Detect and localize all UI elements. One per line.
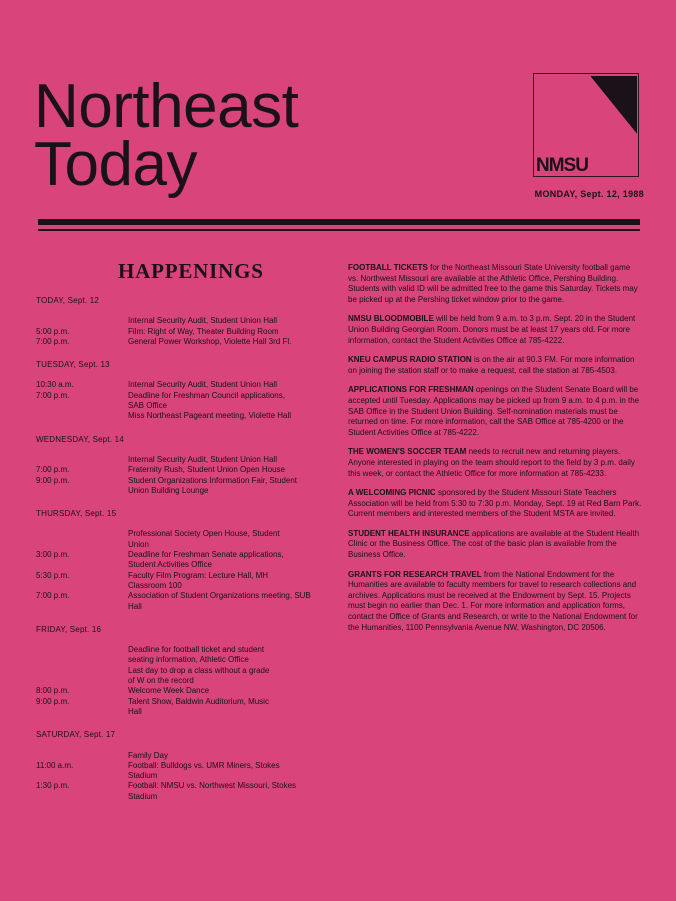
logo-wordmark: NMSU [536,155,588,176]
event-description: SAB Office [128,401,167,411]
event-row [36,686,336,696]
event-time: 5:30 p.m. [36,570,70,580]
day-heading: SATURDAY, Sept. 17 [36,730,116,740]
event-row [36,761,336,771]
announcement [348,263,642,305]
announcement [348,529,642,561]
day-block [36,360,336,421]
event-time [36,411,128,421]
event-description: Last day to drop a class without a grade [128,665,270,675]
event-time [36,560,128,570]
event-time [36,581,128,591]
event-description: Deadline for Freshman Council applications, [128,390,285,400]
event-row [36,327,336,337]
day-heading: FRIDAY, Sept. 16 [36,624,102,634]
event-description: Classroom 100 [128,580,182,590]
event-row [36,550,336,560]
event-time: 7:00 p.m. [36,336,70,346]
event-time: 7:00 p.m. [36,465,70,475]
event-time: 9:00 p.m. [36,475,70,485]
event-description: Football: NMSU vs. Northwest Missouri, Stokes [128,781,297,791]
event-time [36,540,128,550]
event-time [36,666,128,676]
event-time: 11:00 a.m. [36,760,74,770]
announcement [348,355,642,376]
event-time [36,455,128,465]
event-description: Stadium [128,771,158,781]
announcement-body: openings on the Student Senate Board will be accepted until Tuesday. Applications may be picked up from 9 a.m. to 4 p.m. in the SAB Office in the Student Union Building. Self-nomination materials must be returned on time. For more information, call the SAB Office at 785-4200 or the Student Activities Office at 785-4222. [348,385,640,437]
event-row [36,401,336,411]
event-time: 7:00 p.m. [36,591,70,601]
event-description: Film: Right of Way, Theater Building Room [128,326,279,336]
day-heading: THURSDAY, Sept. 15 [36,509,117,519]
day-block [36,730,336,802]
event-row [36,391,336,401]
event-description: Miss Northeast Pageant meeting, Violette Hall [128,411,292,421]
event-description: Welcome Week Dance [128,686,210,696]
event-row [36,676,336,686]
event-description: Internal Security Audit, Student Union Hall [128,316,277,326]
announcement-heading: FOOTBALL TICKETS [348,263,428,272]
announcement [348,447,642,479]
event-time [36,676,128,686]
event-row [36,337,336,347]
day-block [36,296,336,347]
event-row [36,645,336,655]
event-time: 3:00 p.m. [36,550,70,560]
event-row [36,581,336,591]
day-block [36,509,336,612]
event-row [36,540,336,550]
event-row [36,529,336,539]
section-title: HAPPENINGS [118,259,264,283]
event-row [36,707,336,717]
event-time: 8:00 p.m. [36,686,70,696]
event-row [36,476,336,486]
announcement-heading: KNEU CAMPUS RADIO STATION [348,355,472,365]
event-time [36,602,128,612]
announcement-body: will be held from 9 a.m. to 3 p.m. Sept. 20 in the Student Union Building Georgian Room. Donors must be at least 17 years old. For more information, contact the Student Activities Office at 785-4222. [348,314,636,345]
masthead-title-line2: Today [34,130,197,199]
day-block [36,435,336,496]
event-description: Hall [128,706,142,716]
event-description: Student Activities Office [128,560,212,570]
event-row [36,560,336,570]
event-time [36,401,128,411]
event-row [36,771,336,781]
event-description: Deadline for football ticket and student [128,645,265,655]
event-row [36,751,336,761]
event-row [36,666,336,676]
event-description: Internal Security Audit, Student Union Hall [128,454,277,464]
announcement-heading: STUDENT HEALTH INSURANCE [348,528,470,538]
announcement-body: from the National Endowment for the Humanities are available to faculty members for travel to research collections and archives. Applications must be received at the Endowment by Sept. 15. Projects must begin no earlier than Dec. 1. For more information and application forms, contact the Office of Grants and Research, or write to the National Endowment for the Humanities, 1100 Pennsylvania Avenue NW, Washington, DC 20506. [348,569,638,632]
announcement-body: applications are available at the Student Health Clinic or the Business Office. The cost of the basic plan is available from the Business Office. [348,528,640,560]
event-time [36,771,128,781]
event-time: 5:00 p.m. [36,326,70,336]
event-row [36,380,336,390]
event-row [36,655,336,665]
event-description: Union Building Lounge [128,485,209,495]
announcement-body: for the Northeast Missouri State University football game vs. Northwest Missouri are available at the Athletic Office, Pershing Building. Students with valid ID will be admitted free to the game this Saturday. Tickets may be picked up at the Pershing ticket window prior to the game. [348,263,638,304]
event-time: 9:00 p.m. [36,696,70,706]
event-time [36,529,128,539]
event-time [36,751,128,761]
masthead-title-line1: Northeast [34,72,299,141]
event-description: Association of Student Organizations meeting, SUB [128,591,311,601]
event-description: Stadium [128,791,158,801]
event-time [36,655,128,665]
event-row [36,571,336,581]
event-description: Football: Bulldogs vs. UMR Miners, Stokes [128,760,280,770]
event-row [36,411,336,421]
event-row [36,697,336,707]
masthead-rule-thick [38,219,640,225]
day-heading: TUESDAY, Sept. 13 [36,360,110,370]
announcement-heading: APPLICATIONS FOR FRESHMAN [348,385,474,395]
event-row [36,792,336,802]
event-description: of W on the record [128,676,194,686]
event-description: General Power Workshop, Violette Hall 3rd Fl. [128,336,292,346]
event-time: 1:30 p.m. [36,781,70,791]
event-description: Internal Security Audit, Student Union Hall [128,380,277,390]
event-row [36,781,336,791]
event-row [36,591,336,601]
event-description: seating information, Athletic Office [128,655,249,665]
masthead-rule-thin [38,229,640,231]
announcement-heading: NMSU BLOODMOBILE [348,314,434,324]
event-time [36,707,128,717]
event-description: Faculty Film Program: Lecture Hall, MH [128,570,269,580]
events-calendar [36,296,336,815]
day-heading: TODAY, Sept. 12 [36,296,100,305]
event-description: Family Day [128,750,169,760]
event-description: Union [128,539,149,549]
announcement [348,385,642,438]
announcement-body: needs to recruit new and returning players. Anyone interested in playing on the team should report to the field by 3 p.m. daily this week, or contact the Athletic Office for more information at 785-4233. [348,447,635,478]
event-time [36,645,128,655]
event-description: Talent Show, Baldwin Auditorium, Music [128,696,269,706]
nmsu-logo [533,73,639,177]
event-description: Student Organizations Information Fair, Student [128,475,297,485]
announcement-body: sponsored by the Student Missouri State Teachers Association will be held from 5:30 to 7:30 p.m. Monday, Sept. 19 at Red Barn Park. Current members and interested members of the Student MSTA are invited. [348,488,642,519]
announcement-heading: GRANTS FOR RESEARCH TRAVEL [348,569,482,579]
event-description: Hall [128,601,142,611]
day-heading: WEDNESDAY, Sept. 14 [36,434,124,444]
announcement [348,314,642,346]
event-time [36,792,128,802]
announcement [348,488,642,520]
event-row [36,602,336,612]
issue-date: MONDAY, Sept. 12, 1988 [534,189,644,199]
announcement [348,570,642,634]
event-row [36,316,336,326]
event-description: Professional Society Open House, Student [128,529,280,539]
announcement-heading: A WELCOMING PICNIC [348,488,436,498]
event-time [36,316,128,326]
event-row [36,465,336,475]
masthead-title [34,72,299,199]
announcement-body: is on the air at 90.3 FM. For more information on joining the station staff or to make a request, call the station at 785-4503. [348,355,635,375]
announcements-column [348,263,642,642]
event-description: Deadline for Freshman Senate applications, [128,550,284,560]
event-row [36,486,336,496]
announcement-heading: THE WOMEN'S SOCCER TEAM [348,447,467,457]
event-row [36,455,336,465]
event-time: 7:00 p.m. [36,390,70,400]
event-time: 10:30 a.m. [36,380,74,390]
event-time [36,486,128,496]
event-description: Fraternity Rush, Student Union Open House [128,465,285,475]
day-block [36,625,336,717]
